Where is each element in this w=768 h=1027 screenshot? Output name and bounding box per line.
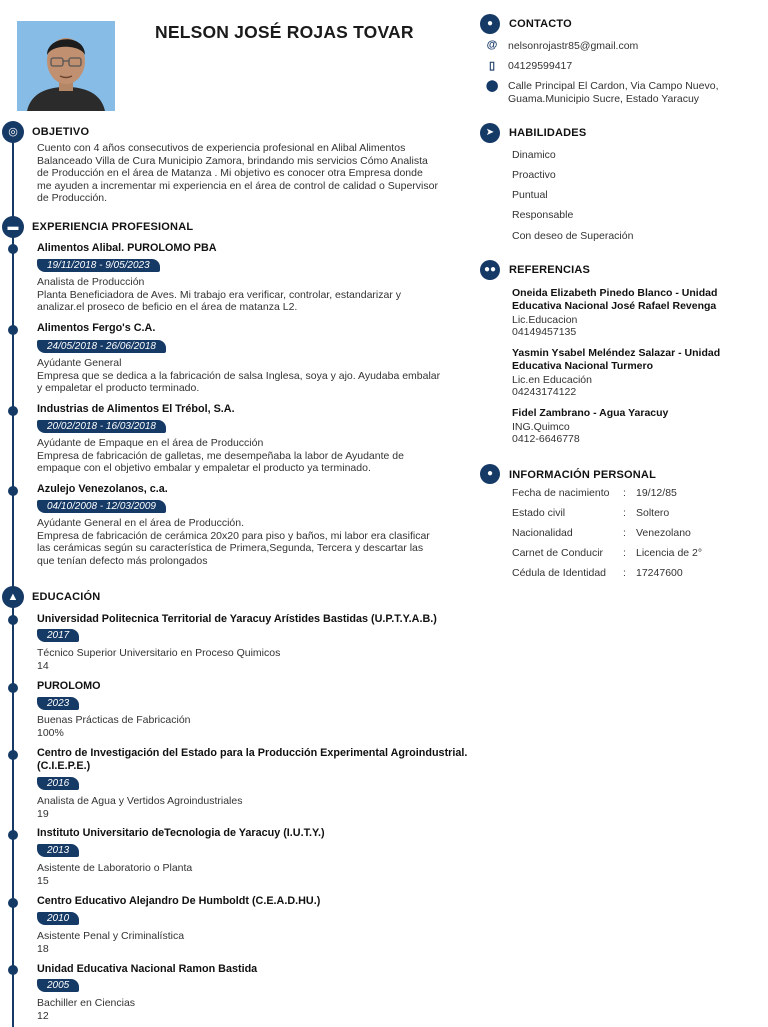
education-year: 2016 [37, 777, 79, 790]
at-icon: @ [486, 39, 498, 51]
timeline-dot [8, 830, 18, 840]
section-title-contact: CONTACTO [509, 18, 572, 30]
mobile-phone-icon: ▯ [488, 60, 496, 72]
education-details: Asistente Penal y Criminalística 18 [37, 930, 185, 955]
skill-item: Responsable [512, 209, 574, 221]
education-school: Centro de Investigación del Estado para la Producción Experimental Agroindustrial. (C.I.E.P.E.) [37, 747, 468, 772]
timeline-dot [8, 965, 18, 975]
rocket-icon: ➤ [480, 123, 500, 143]
experience-company: Industrias de Alimentos El Trébol, S.A. [37, 403, 235, 415]
education-details: Analista de Agua y Vertidos Agroindustriales 19 [37, 795, 243, 820]
section-title-education: EDUCACIÓN [32, 591, 101, 603]
section-title-references: REFERENCIAS [509, 264, 591, 276]
education-year: 2010 [37, 912, 79, 925]
experience-dates: 20/02/2018 - 16/03/2018 [37, 420, 166, 433]
personal-label: Carnet de Conducir [512, 547, 604, 559]
personal-value: Venezolano [636, 527, 691, 539]
reference-details: ING.Quimco 0412-6646778 [512, 421, 580, 445]
section-title-objective: OBJETIVO [32, 126, 90, 138]
education-school: Centro Educativo Alejandro De Humboldt (C.E.A.D.HU.) [37, 895, 321, 907]
section-title-experience: EXPERIENCIA PROFESIONAL [32, 221, 194, 233]
education-school: Instituto Universitario deTecnologia de Yaracuy (I.U.T.Y.) [37, 827, 325, 839]
contact-address: Calle Principal El Cardon, Via Campo Nuevo, Guama.Municipio Sucre, Estado Yaracuy [508, 80, 719, 105]
personal-value: Licencia de 2° [636, 547, 703, 559]
education-school: Unidad Educativa Nacional Ramon Bastida [37, 963, 258, 975]
education-year: 2005 [37, 979, 79, 992]
timeline-dot [8, 898, 18, 908]
briefcase-icon: ▬ [2, 216, 24, 238]
experience-details: Ayúdante General en el área de Producción. Empresa de fabricación de cerámica 20x20 para piso y baños, mi labor era clasificar las cerámicas según su característica de Primera,Segunda, Tercera y descartar las que tenían defecto más prolongados [37, 517, 430, 567]
experience-details: Analista de Producción Planta Beneficiadora de Aves. Mi trabajo era verificar, controlar, estandarizar y analizar.el proseco de beficio en el área de matanza L2. [37, 276, 401, 313]
timeline-dot [8, 406, 18, 416]
personal-label: Estado civil [512, 507, 566, 519]
experience-company: Azulejo Venezolanos, c.a. [37, 483, 168, 495]
graduation-cap-icon: ▲ [2, 586, 24, 608]
personal-value: Soltero [636, 507, 670, 519]
reference-details: Lic.Educacion 04149457135 [512, 314, 578, 338]
education-details: Buenas Prácticas de Fabricación 100% [37, 714, 191, 739]
education-year: 2023 [37, 697, 79, 710]
experience-dates: 04/10/2008 - 12/03/2009 [37, 500, 166, 513]
colon: : [623, 487, 626, 499]
education-details: Técnico Superior Universitario en Proceso Quimicos 14 [37, 647, 281, 672]
timeline-dot [8, 750, 18, 760]
education-school: PUROLOMO [37, 680, 101, 692]
person-icon: ● [480, 14, 500, 34]
skill-item: Con deseo de Superación [512, 230, 634, 242]
timeline-line [12, 122, 14, 1027]
personal-label: Nacionalidad [512, 527, 573, 539]
timeline-dot [8, 615, 18, 625]
timeline-dot [8, 683, 18, 693]
reference-name: Oneida Elizabeth Pinedo Blanco - Unidad Educativa Nacional José Rafael Revenga [512, 287, 718, 312]
experience-dates: 19/11/2018 - 9/05/2023 [37, 259, 160, 272]
skill-item: Dinamico [512, 149, 556, 161]
profile-photo [17, 21, 115, 111]
section-title-personal-info: INFORMACIÓN PERSONAL [509, 469, 656, 481]
education-school: Universidad Politecnica Territorial de Yaracuy Arístides Bastidas (U.P.T.Y.A.B.) [37, 613, 437, 625]
objective-text: Cuento con 4 años consecutivos de experiencia profesional en Alibal Alimentos Balanceado Villa de Cura Municipio Zamora, brindando mis servicios Cómo Analista de Producción en el área de Matanza . Mi objetivo es conocer otra Empresa donde me ayuden a incrementar mi experiencia en el área de control de calidad o Supervisor de Producción. [37, 142, 438, 204]
timeline-dot [8, 486, 18, 496]
location-pin-icon: ⬤ [486, 80, 499, 92]
target-icon: ◎ [2, 121, 24, 143]
full-name: NELSON JOSÉ ROJAS TOVAR [155, 22, 414, 42]
colon: : [623, 527, 626, 539]
education-details: Bachiller en Ciencias 12 [37, 997, 136, 1022]
reference-details: Lic.en Educación 04243174122 [512, 374, 592, 398]
experience-details: Ayúdante General Empresa que se dedica a la fabricación de salsa Inglesa, soya y ajo. Ayudaba embalar y empaletar el producto terminado. [37, 357, 441, 394]
contact-email[interactable]: nelsonrojastr85@gmail.com [508, 40, 639, 52]
personal-label: Fecha de nacimiento [512, 487, 610, 499]
reference-name: Fidel Zambrano - Agua Yaracuy [512, 407, 669, 419]
education-details: Asistente de Laboratorio o Planta 15 [37, 862, 193, 887]
personal-value: 19/12/85 [636, 487, 677, 499]
skill-item: Puntual [512, 189, 548, 201]
colon: : [623, 547, 626, 559]
experience-dates: 24/05/2018 - 26/06/2018 [37, 340, 166, 353]
timeline-dot [8, 244, 18, 254]
experience-details: Ayúdante de Empaque en el área de Producción Empresa de fabricación de galletas, me desempeñaba la labor de Ayudante de empaque con el objetivo embalar y empaletar el producto ya terminado. [37, 437, 404, 474]
reference-name: Yasmin Ysabel Meléndez Salazar - Unidad Educativa Nacional Turmero [512, 347, 721, 372]
experience-company: Alimentos Fergo's C.A. [37, 322, 156, 334]
timeline-dot [8, 325, 18, 335]
skill-item: Proactivo [512, 169, 556, 181]
group-icon: ●● [480, 260, 500, 280]
person-portrait-icon [17, 21, 115, 111]
contact-phone[interactable]: 04129599417 [508, 60, 573, 72]
education-year: 2017 [37, 629, 79, 642]
personal-value: 17247600 [636, 567, 683, 579]
education-year: 2013 [37, 844, 79, 857]
experience-company: Alimentos Alibal. PUROLOMO PBA [37, 242, 217, 254]
person-info-icon: ● [480, 464, 500, 484]
colon: : [623, 567, 626, 579]
colon: : [623, 507, 626, 519]
section-title-skills: HABILIDADES [509, 127, 587, 139]
personal-label: Cédula de Identidad [512, 567, 606, 579]
